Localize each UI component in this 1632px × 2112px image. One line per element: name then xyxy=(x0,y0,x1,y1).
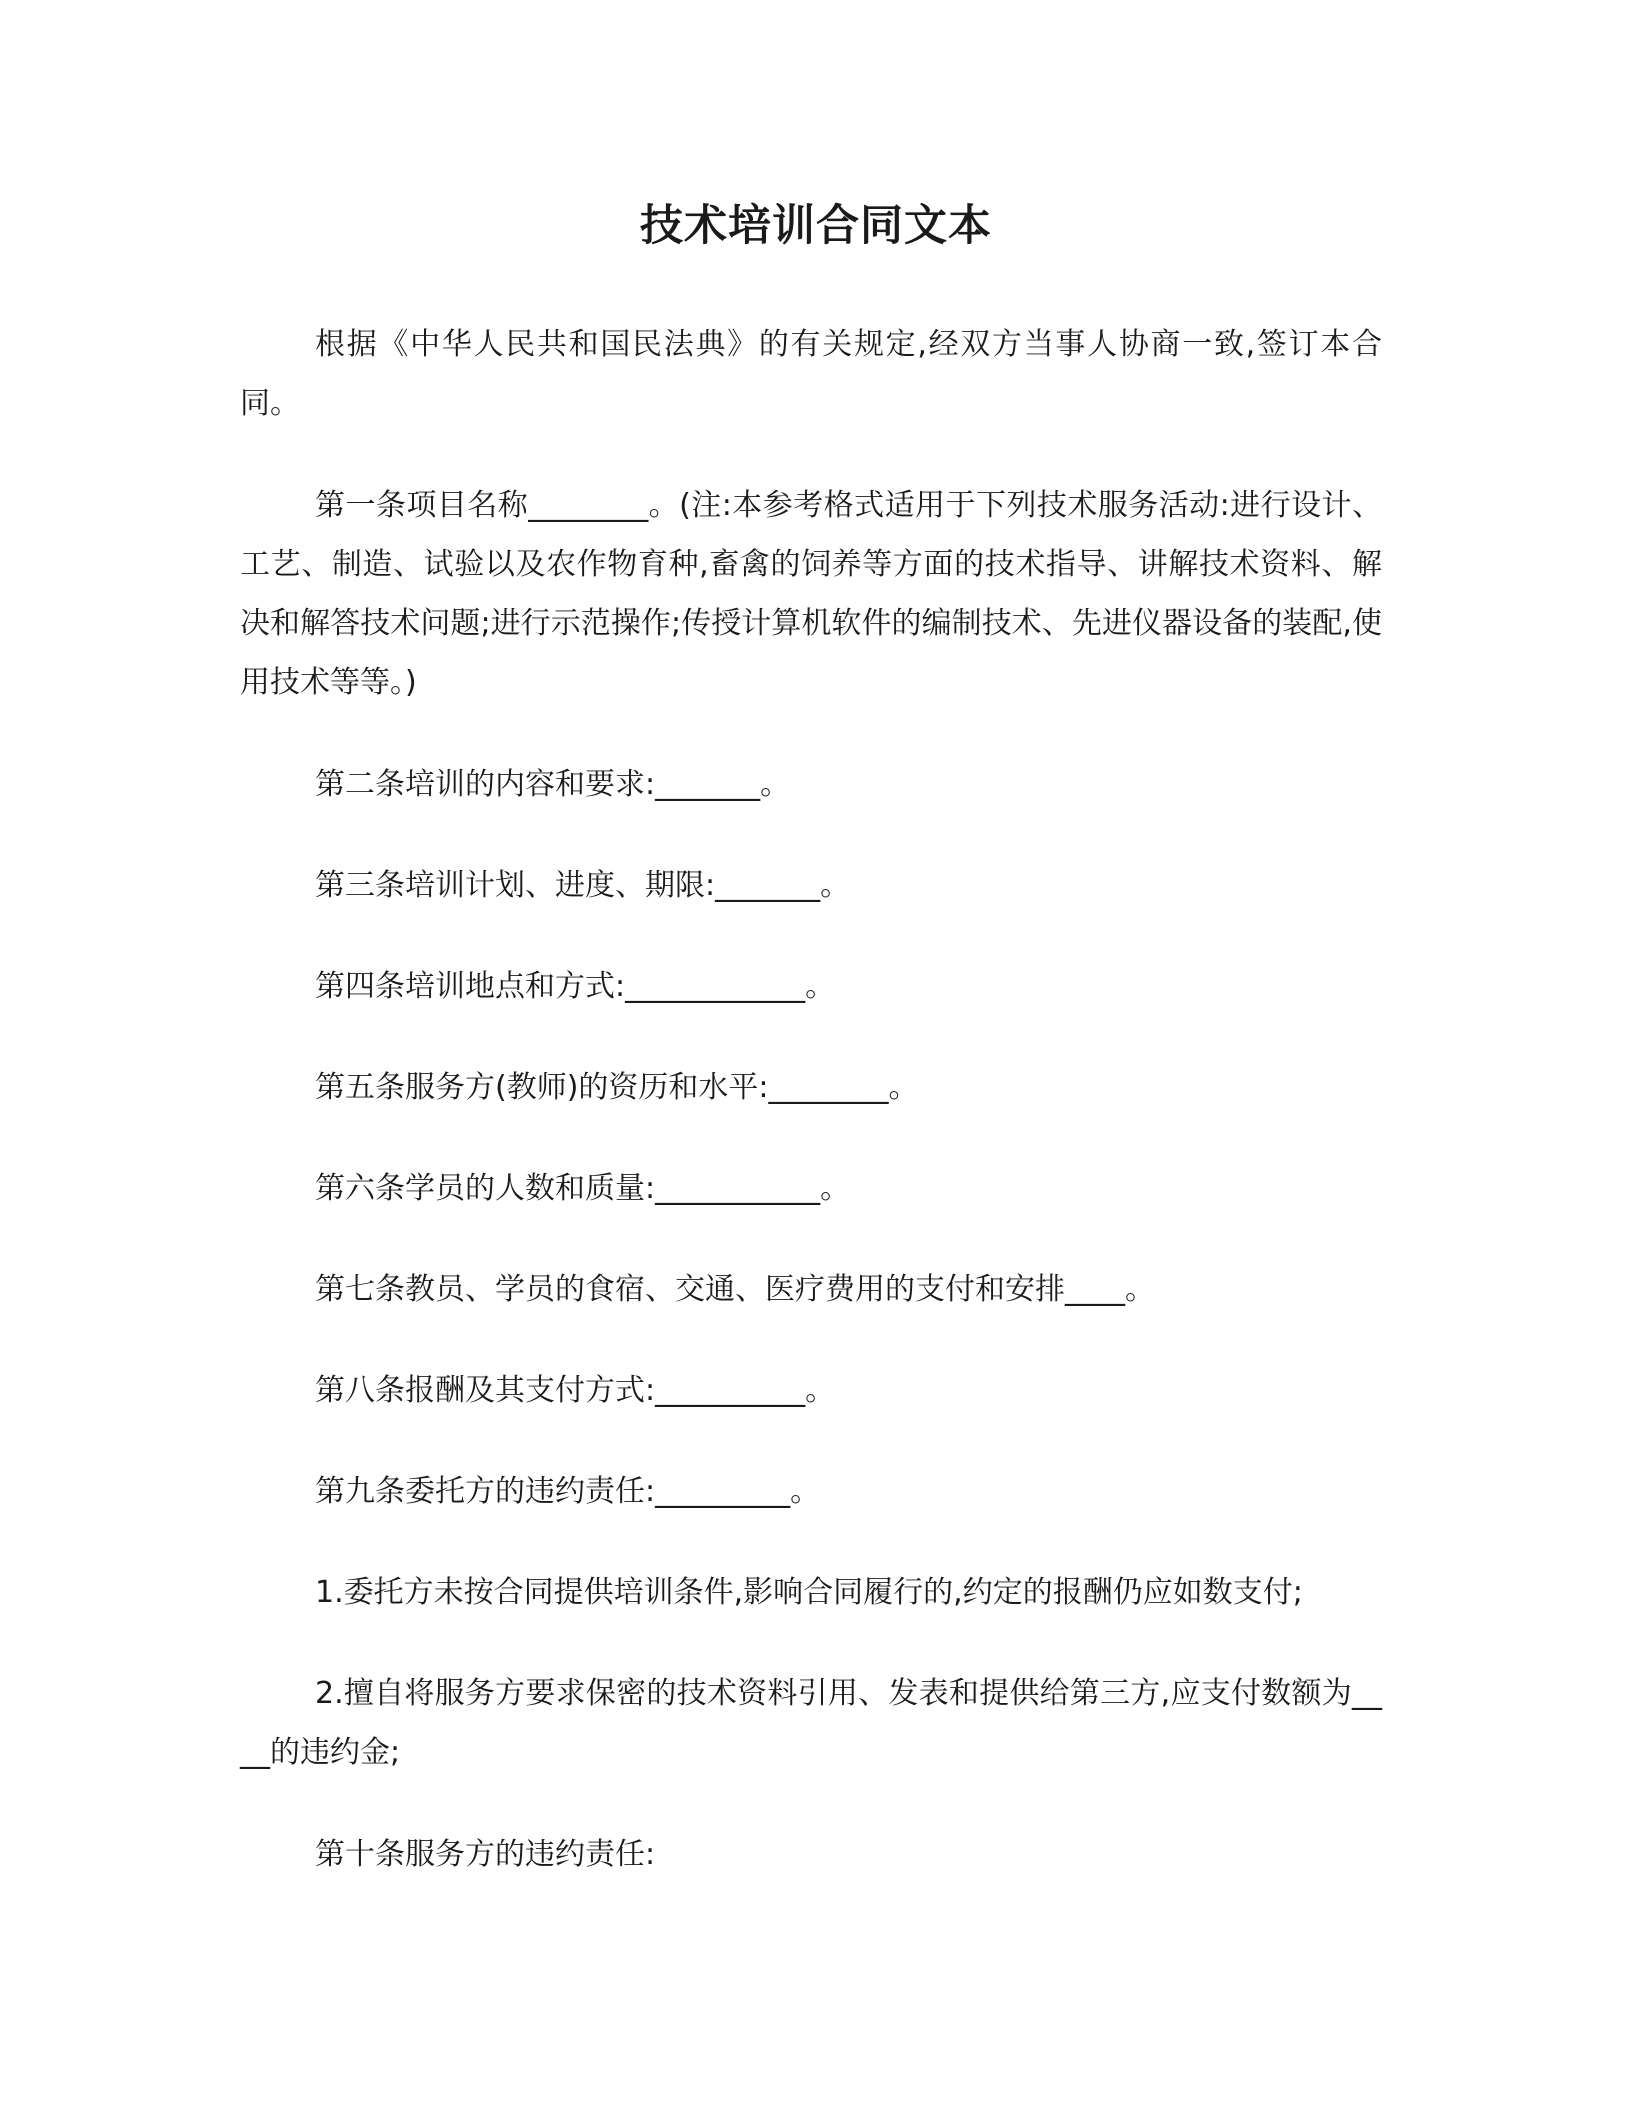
article-7-paragraph: 第七条教员、学员的食宿、交通、医疗费用的支付和安排____。 xyxy=(315,1272,1155,1307)
article-2-paragraph: 第二条培训的内容和要求:_______。 xyxy=(315,767,791,802)
article-9-paragraph: 第九条委托方的违约责任:_________。 xyxy=(315,1474,821,1509)
preamble-paragraph: 根据《中华人民共和国民法典》的有关规定,经双方当事人协商一致,签订本合同。 xyxy=(240,327,1382,421)
article-9-item-1: 1.委托方未按合同提供培训条件,影响合同履行的,约定的报酬仍应如数支付; xyxy=(315,1575,1303,1610)
document-body xyxy=(240,315,1382,1926)
document-title: 技术培训合同文本 xyxy=(640,201,992,251)
article-3-paragraph: 第三条培训计划、进度、期限:_______。 xyxy=(315,868,851,903)
article-9-item-2: 2.擅自将服务方要求保密的技术资料引用、发表和提供给第三方,应支付数额为____的违约金; xyxy=(240,1676,1382,1770)
article-4-paragraph: 第四条培训地点和方式:____________。 xyxy=(315,969,836,1004)
article-6-paragraph: 第六条学员的人数和质量:___________。 xyxy=(315,1171,851,1206)
article-10-paragraph: 第十条服务方的违约责任: xyxy=(315,1837,656,1872)
article-8-paragraph: 第八条报酬及其支付方式:__________。 xyxy=(315,1373,836,1408)
article-5-paragraph: 第五条服务方(教师)的资历和水平:________。 xyxy=(315,1070,919,1105)
article-1-paragraph: 第一条项目名称________。(注:本参考格式适用于下列技术服务活动:进行设计、工艺、制造、试验以及农作物育种,畜禽的饲养等方面的技术指导、讲解技术资料、解决和解答技术问题;进行示范操作;传授计算机软件的编制技术、先进仪器设备的装配,使用技术等等。) xyxy=(240,488,1382,700)
